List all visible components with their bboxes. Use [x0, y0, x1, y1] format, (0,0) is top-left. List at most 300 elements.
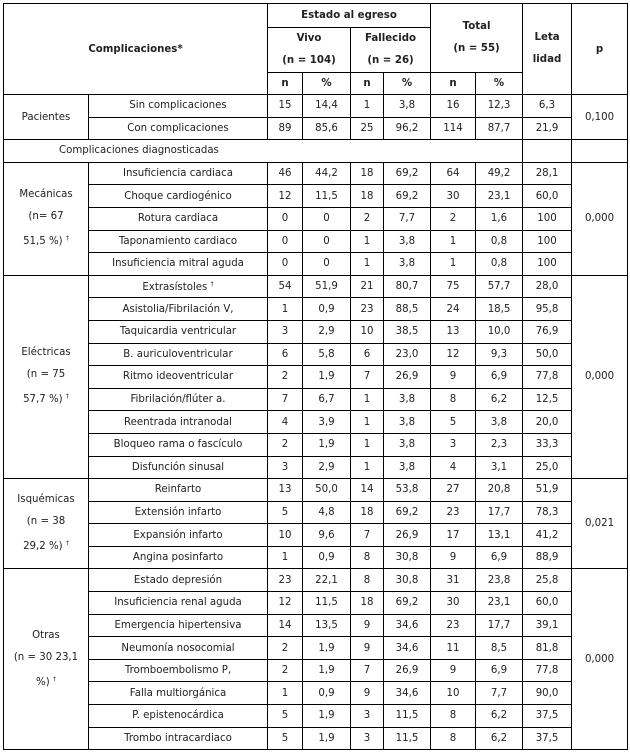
cell-letalidad: 37,5	[523, 705, 572, 728]
cell-fallecido-n: 1	[351, 411, 384, 434]
cell-vivo-n: 12	[268, 185, 303, 208]
header-fallecido-n-col: n	[351, 73, 384, 95]
table-row	[4, 546, 628, 569]
cell-fallecido-n: 9	[351, 637, 384, 660]
cell-fallecido-pct: 3,8	[384, 411, 431, 434]
empty-cell	[523, 140, 572, 163]
cell-total-pct: 23,1	[476, 592, 523, 615]
cell-vivo-pct: 0,9	[303, 682, 351, 705]
cell-vivo-pct: 0	[303, 230, 351, 253]
cell-vivo-n: 10	[268, 524, 303, 547]
cell-vivo-n: 0	[268, 207, 303, 230]
cell-fallecido-n: 18	[351, 185, 384, 208]
cell-fallecido-pct: 7,7	[384, 207, 431, 230]
cell-letalidad: 88,9	[523, 546, 572, 569]
header-letalidad-1: Leta	[534, 32, 560, 43]
row-label	[89, 524, 268, 547]
cell-vivo-n: 15	[268, 95, 303, 118]
cell-vivo-pct: 13,5	[303, 614, 351, 637]
cell-fallecido-pct: 96,2	[384, 117, 431, 140]
dagger-mark: †	[65, 393, 69, 401]
group-label-line-1: Otras	[32, 629, 60, 641]
cell-total-pct: 17,7	[476, 501, 523, 524]
row-label	[89, 388, 268, 411]
cell-letalidad: 60,0	[523, 592, 572, 615]
group-label	[4, 162, 89, 275]
cell-letalidad: 77,8	[523, 659, 572, 682]
cell-vivo-n: 2	[268, 637, 303, 660]
header-fallecido-n: (n = 26)	[367, 55, 414, 66]
cell-fallecido-pct: 26,9	[384, 659, 431, 682]
row-label	[89, 343, 268, 366]
table-row	[4, 207, 628, 230]
cell-total-n: 11	[431, 637, 476, 660]
dagger-mark: †	[65, 235, 69, 243]
header-vivo-pct-col: %	[303, 73, 351, 95]
cell-total-n: 30	[431, 185, 476, 208]
table-row	[4, 298, 628, 321]
cell-letalidad: 25,8	[523, 569, 572, 592]
cell-letalidad: 41,2	[523, 524, 572, 547]
row-label	[89, 298, 268, 321]
cell-vivo-pct: 0,9	[303, 546, 351, 569]
cell-total-n: 24	[431, 298, 476, 321]
cell-total-n: 114	[431, 117, 476, 140]
cell-vivo-n: 2	[268, 366, 303, 389]
cell-total-pct: 3,1	[476, 456, 523, 479]
group-label-line-1: Mecánicas	[19, 189, 73, 201]
cell-letalidad: 78,3	[523, 501, 572, 524]
row-label-text: Emergencia hipertensiva	[114, 619, 242, 631]
row-label	[89, 727, 268, 750]
cell-total-n: 9	[431, 546, 476, 569]
complications-table	[3, 3, 628, 750]
cell-fallecido-pct: 3,8	[384, 456, 431, 479]
cell-fallecido-n: 3	[351, 705, 384, 728]
row-label	[89, 592, 268, 615]
group-label-pacientes: Pacientes	[4, 95, 89, 140]
group-label	[4, 275, 89, 478]
cell-vivo-n: 23	[268, 569, 303, 592]
row-label-text: Reinfarto	[154, 484, 202, 496]
row-label-text: Extrasístoles	[142, 281, 208, 293]
cell-letalidad: 20,0	[523, 411, 572, 434]
cell-fallecido-n: 7	[351, 659, 384, 682]
row-label-text: Trombo intracardiaco	[124, 732, 232, 744]
cell-letalidad: 77,8	[523, 366, 572, 389]
header-vivo-label: Vivo	[296, 33, 322, 44]
table-row	[4, 230, 628, 253]
cell-vivo-pct: 11,5	[303, 592, 351, 615]
cell-letalidad: 39,1	[523, 614, 572, 637]
cell-total-n: 16	[431, 95, 476, 118]
row-label-text: Choque cardiogénico	[124, 190, 232, 202]
cell-fallecido-pct: 26,9	[384, 366, 431, 389]
cell-vivo-pct: 1,9	[303, 637, 351, 660]
header-fallecido-pct-col: %	[384, 73, 431, 95]
cell-total-n: 1	[431, 253, 476, 276]
group-label-line-3: 51,5 %)	[23, 236, 63, 248]
row-label	[89, 682, 268, 705]
cell-vivo-pct: 1,9	[303, 433, 351, 456]
cell-total-pct: 0,8	[476, 253, 523, 276]
cell-vivo-n: 13	[268, 479, 303, 502]
cell-total-n: 5	[431, 411, 476, 434]
row-label	[89, 411, 268, 434]
cell-fallecido-n: 21	[351, 275, 384, 298]
group-label	[4, 569, 89, 750]
cell-vivo-n: 12	[268, 592, 303, 615]
row-label-text: Taquicardia ventricular	[119, 326, 237, 338]
table-row	[4, 637, 628, 660]
cell-vivo-pct: 4,8	[303, 501, 351, 524]
cell-letalidad: 21,9	[523, 117, 572, 140]
cell-total-n: 17	[431, 524, 476, 547]
cell-vivo-pct: 1,9	[303, 705, 351, 728]
cell-total-pct: 17,7	[476, 614, 523, 637]
cell-fallecido-n: 1	[351, 253, 384, 276]
cell-fallecido-pct: 80,7	[384, 275, 431, 298]
cell-p-value: 0,000	[572, 569, 628, 750]
row-label-text: Rotura cardiaca	[137, 213, 219, 225]
cell-total-pct: 20,8	[476, 479, 523, 502]
table-row	[4, 411, 628, 434]
cell-vivo-pct: 2,9	[303, 456, 351, 479]
cell-total-pct: 1,6	[476, 207, 523, 230]
table-row	[4, 524, 628, 547]
header-complicaciones: Complicaciones*	[4, 4, 268, 95]
cell-total-pct: 6,2	[476, 727, 523, 750]
row-label: Sin complicaciones	[89, 95, 268, 118]
cell-total-pct: 3,8	[476, 411, 523, 434]
cell-fallecido-n: 7	[351, 366, 384, 389]
cell-vivo-n: 89	[268, 117, 303, 140]
row-label-text: Taponamiento cardiaco	[118, 235, 238, 247]
header-estado-egreso: Estado al egreso	[268, 4, 431, 28]
cell-total-n: 10	[431, 682, 476, 705]
row-label	[89, 614, 268, 637]
cell-letalidad: 28,1	[523, 162, 572, 185]
row-label-text: Insuficiencia mitral aguda	[112, 258, 244, 270]
cell-vivo-n: 14	[268, 614, 303, 637]
row-label-text: Ritmo ideoventricular	[122, 371, 234, 383]
row-label-text: P. epistenocárdica	[132, 710, 224, 722]
cell-vivo-pct: 22,1	[303, 569, 351, 592]
cell-fallecido-n: 3	[351, 727, 384, 750]
cell-fallecido-pct: 69,2	[384, 185, 431, 208]
cell-vivo-n: 46	[268, 162, 303, 185]
table-row	[4, 705, 628, 728]
cell-letalidad: 90,0	[523, 682, 572, 705]
cell-total-n: 75	[431, 275, 476, 298]
row-label	[89, 275, 268, 298]
row-label: Con complicaciones	[89, 117, 268, 140]
cell-total-pct: 6,9	[476, 546, 523, 569]
cell-fallecido-n: 18	[351, 501, 384, 524]
cell-vivo-pct: 50,0	[303, 479, 351, 502]
cell-total-pct: 0,8	[476, 230, 523, 253]
group-label-line-1: Eléctricas	[21, 347, 71, 359]
cell-fallecido-n: 1	[351, 456, 384, 479]
cell-fallecido-pct: 34,6	[384, 637, 431, 660]
cell-total-n: 31	[431, 569, 476, 592]
dagger-mark: †	[210, 280, 214, 288]
group-label-line-2: (n= 67	[28, 211, 64, 223]
header-vivo-n-col: n	[268, 73, 303, 95]
cell-vivo-pct: 1,9	[303, 659, 351, 682]
row-label	[89, 366, 268, 389]
cell-total-n: 8	[431, 705, 476, 728]
cell-vivo-n: 4	[268, 411, 303, 434]
cell-letalidad: 100	[523, 207, 572, 230]
cell-fallecido-n: 9	[351, 614, 384, 637]
cell-vivo-n: 2	[268, 433, 303, 456]
cell-total-pct: 6,9	[476, 366, 523, 389]
cell-fallecido-n: 18	[351, 592, 384, 615]
cell-vivo-pct: 0	[303, 207, 351, 230]
table-row	[4, 501, 628, 524]
empty-cell	[572, 140, 628, 163]
cell-total-pct: 6,9	[476, 659, 523, 682]
cell-total-pct: 57,7	[476, 275, 523, 298]
row-label	[89, 659, 268, 682]
cell-vivo-n: 6	[268, 343, 303, 366]
row-label-text: Insuficiencia cardiaca	[123, 168, 233, 180]
table-row	[4, 592, 628, 615]
cell-vivo-n: 5	[268, 501, 303, 524]
table-row	[4, 433, 628, 456]
cell-letalidad: 100	[523, 230, 572, 253]
cell-vivo-pct: 6,7	[303, 388, 351, 411]
cell-total-n: 64	[431, 162, 476, 185]
cell-letalidad: 60,0	[523, 185, 572, 208]
row-label	[89, 501, 268, 524]
cell-fallecido-pct: 3,8	[384, 95, 431, 118]
row-label	[89, 185, 268, 208]
cell-fallecido-pct: 69,2	[384, 501, 431, 524]
cell-fallecido-n: 25	[351, 117, 384, 140]
row-label-text: Asistolia/Fibrilación V,	[122, 303, 234, 315]
cell-fallecido-pct: 34,6	[384, 682, 431, 705]
cell-fallecido-n: 1	[351, 433, 384, 456]
header-total-n-col: n	[431, 73, 476, 95]
cell-total-n: 8	[431, 727, 476, 750]
cell-letalidad: 51,9	[523, 479, 572, 502]
section-row-diagnosticadas	[4, 140, 628, 163]
cell-fallecido-pct: 34,6	[384, 614, 431, 637]
row-label	[89, 433, 268, 456]
cell-letalidad: 76,9	[523, 320, 572, 343]
cell-total-pct: 13,1	[476, 524, 523, 547]
cell-vivo-pct: 0	[303, 253, 351, 276]
cell-total-pct: 23,8	[476, 569, 523, 592]
row-label-text: Estado depresión	[133, 574, 223, 586]
cell-letalidad: 100	[523, 253, 572, 276]
row-label	[89, 637, 268, 660]
cell-total-n: 9	[431, 659, 476, 682]
row-label-text: Insuficiencia renal aguda	[114, 597, 242, 609]
row-label-text: Disfunción sinusal	[131, 461, 225, 473]
cell-letalidad: 6,3	[523, 95, 572, 118]
header-p: p	[572, 4, 628, 95]
cell-vivo-n: 1	[268, 682, 303, 705]
cell-total-pct: 87,7	[476, 117, 523, 140]
cell-fallecido-pct: 38,5	[384, 320, 431, 343]
cell-vivo-n: 0	[268, 230, 303, 253]
header-fallecido	[351, 28, 431, 73]
cell-fallecido-pct: 11,5	[384, 727, 431, 750]
cell-fallecido-n: 8	[351, 569, 384, 592]
row-label	[89, 705, 268, 728]
cell-total-n: 12	[431, 343, 476, 366]
cell-fallecido-pct: 69,2	[384, 592, 431, 615]
cell-vivo-pct: 3,9	[303, 411, 351, 434]
cell-fallecido-n: 2	[351, 207, 384, 230]
cell-letalidad: 81,8	[523, 637, 572, 660]
table-row	[4, 275, 628, 298]
cell-fallecido-pct: 26,9	[384, 524, 431, 547]
row-label	[89, 253, 268, 276]
cell-letalidad: 33,3	[523, 433, 572, 456]
cell-total-pct: 49,2	[476, 162, 523, 185]
table-row	[4, 388, 628, 411]
cell-fallecido-pct: 53,8	[384, 479, 431, 502]
cell-total-n: 4	[431, 456, 476, 479]
cell-fallecido-n: 1	[351, 388, 384, 411]
cell-letalidad: 37,5	[523, 727, 572, 750]
cell-vivo-pct: 1,9	[303, 366, 351, 389]
cell-vivo-pct: 85,6	[303, 117, 351, 140]
cell-vivo-pct: 5,8	[303, 343, 351, 366]
cell-total-n: 2	[431, 207, 476, 230]
cell-vivo-pct: 1,9	[303, 727, 351, 750]
cell-vivo-n: 2	[268, 659, 303, 682]
row-label	[89, 546, 268, 569]
cell-vivo-n: 0	[268, 253, 303, 276]
cell-fallecido-n: 9	[351, 682, 384, 705]
group-label-line-2: (n = 38	[26, 516, 66, 528]
cell-fallecido-n: 6	[351, 343, 384, 366]
row-label-text: Bloqueo rama o fascículo	[113, 439, 243, 451]
cell-letalidad: 50,0	[523, 343, 572, 366]
group-label-line-3: 29,2 %)	[23, 541, 63, 553]
header-fallecido-label: Fallecido	[365, 33, 416, 44]
row-label-text: Reentrada intranodal	[124, 416, 232, 428]
cell-total-n: 13	[431, 320, 476, 343]
table-row	[4, 682, 628, 705]
cell-vivo-pct: 51,9	[303, 275, 351, 298]
cell-fallecido-n: 1	[351, 230, 384, 253]
header-letalidad	[523, 4, 572, 95]
cell-fallecido-pct: 3,8	[384, 388, 431, 411]
cell-vivo-pct: 0,9	[303, 298, 351, 321]
cell-fallecido-pct: 3,8	[384, 230, 431, 253]
cell-total-pct: 8,5	[476, 637, 523, 660]
cell-p-value: 0,000	[572, 275, 628, 478]
cell-vivo-n: 1	[268, 546, 303, 569]
row-label-text: Fibrilación/flúter a.	[130, 394, 226, 406]
dagger-mark: †	[52, 675, 56, 683]
table-row	[4, 343, 628, 366]
section-label-diagnosticadas: Complicaciones diagnosticadas	[4, 140, 523, 163]
cell-fallecido-n: 7	[351, 524, 384, 547]
cell-vivo-n: 54	[268, 275, 303, 298]
table-row	[4, 727, 628, 750]
cell-fallecido-pct: 3,8	[384, 433, 431, 456]
cell-vivo-n: 3	[268, 320, 303, 343]
cell-vivo-pct: 11,5	[303, 185, 351, 208]
table-row	[4, 614, 628, 637]
cell-fallecido-pct: 3,8	[384, 253, 431, 276]
cell-total-n: 23	[431, 501, 476, 524]
cell-vivo-pct: 44,2	[303, 162, 351, 185]
cell-fallecido-n: 14	[351, 479, 384, 502]
table-row	[4, 366, 628, 389]
cell-vivo-n: 5	[268, 727, 303, 750]
cell-fallecido-n: 10	[351, 320, 384, 343]
row-label	[89, 162, 268, 185]
row-label-text: Extensión infarto	[134, 506, 222, 518]
cell-letalidad: 28,0	[523, 275, 572, 298]
cell-letalidad: 25,0	[523, 456, 572, 479]
cell-fallecido-pct: 23,0	[384, 343, 431, 366]
cell-total-pct: 12,3	[476, 95, 523, 118]
header-total	[431, 4, 523, 73]
cell-fallecido-pct: 30,8	[384, 569, 431, 592]
cell-p-value: 0,021	[572, 479, 628, 569]
cell-vivo-n: 5	[268, 705, 303, 728]
header-total-n: (n = 55)	[453, 43, 500, 54]
header-total-pct-col: %	[476, 73, 523, 95]
cell-total-n: 23	[431, 614, 476, 637]
cell-p-value: 0,100	[572, 95, 628, 140]
table-row	[4, 253, 628, 276]
table-row	[4, 320, 628, 343]
cell-fallecido-pct: 88,5	[384, 298, 431, 321]
cell-total-n: 27	[431, 479, 476, 502]
group-label-line-1: Isquémicas	[17, 494, 75, 506]
row-label-text: B. auriculoventricular	[123, 348, 233, 360]
header-total-label: Total	[462, 21, 491, 32]
row-label	[89, 320, 268, 343]
cell-total-n: 30	[431, 592, 476, 615]
row-label	[89, 479, 268, 502]
row-label-text: Tromboembolismo P,	[124, 665, 232, 677]
group-label-line-3: 57,7 %)	[23, 394, 63, 406]
cell-vivo-n: 3	[268, 456, 303, 479]
cell-fallecido-n: 18	[351, 162, 384, 185]
row-label-text: Angina posinfarto	[132, 552, 224, 564]
cell-total-pct: 6,2	[476, 388, 523, 411]
row-label-text: Expansión infarto	[133, 529, 223, 541]
header-vivo	[268, 28, 351, 73]
cell-total-pct: 6,2	[476, 705, 523, 728]
cell-total-pct: 9,3	[476, 343, 523, 366]
cell-fallecido-pct: 11,5	[384, 705, 431, 728]
cell-fallecido-n: 8	[351, 546, 384, 569]
cell-total-pct: 10,0	[476, 320, 523, 343]
group-label-line-2: (n = 30 23,1	[13, 651, 79, 663]
row-label-text: Neumonía nosocomial	[121, 642, 235, 654]
table-row	[4, 95, 628, 118]
table-row	[4, 456, 628, 479]
cell-total-pct: 2,3	[476, 433, 523, 456]
group-label-line-3: %)	[36, 676, 50, 688]
table-row	[4, 117, 628, 140]
table-row	[4, 162, 628, 185]
row-label	[89, 456, 268, 479]
row-label	[89, 230, 268, 253]
